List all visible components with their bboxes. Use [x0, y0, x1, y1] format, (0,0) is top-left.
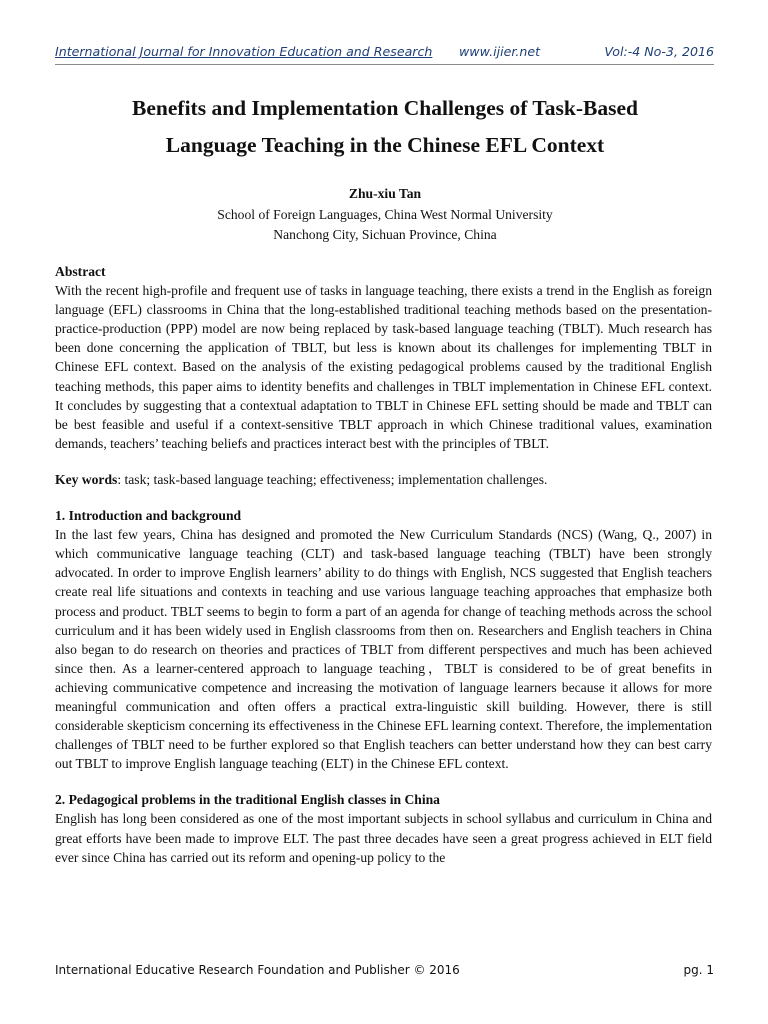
title-line-1: Benefits and Implementation Challenges of Task-Based	[132, 96, 638, 120]
page-number: pg. 1	[683, 963, 714, 977]
abstract-text: With the recent high-profile and frequent use of tasks in language teaching, there exists a trend in the English as foreign language (EFL) classrooms in China that the long-established traditional teaching methods based on the presentation-practice-production (PPP) model are now being replaced by task-based language teaching (TBLT). Much research has been done concerning the application of TBLT, but less is known about its challenges for implementing TBLT in Chinese EFL context. Based on the analysis of the existing pedagogical problems caused by the traditional English teaching methods, this paper aims to identity benefits and challenges in TBLT implementation in Chinese EFL context. It concludes by suggesting that a contextual adaptation to TBLT in Chinese EFL setting should be made and TBLT can be best feasible and useful if a context-sensitive TBLT approach in which Chinese traditional values, examination demands, teachers’ teaching beliefs and practices interact best with the principles of TBLT.	[55, 283, 712, 451]
running-header	[55, 44, 714, 65]
keywords-label: Key words	[55, 471, 118, 487]
section-1-heading: 1. Introduction and background	[55, 508, 242, 524]
section-2-text: English has long been considered as one of the most important subjects in school syllabus and curriculum in China and great efforts have been made to improve ELT. The past three decades have seen a great progress achieved in ELT field ever since China has carried out its reform and opening-up policy to the	[55, 811, 712, 865]
keywords	[55, 470, 712, 489]
author-affiliation: School of Foreign Languages, China West Normal University	[217, 206, 553, 222]
author-block	[55, 184, 715, 246]
running-footer	[55, 963, 714, 983]
paper-title	[55, 90, 715, 164]
paper-body	[55, 262, 712, 867]
section-1-text: In the last few years, China has designed and promoted the New Curriculum Standards (NCS) (Wang, Q., 2007) in which communicative language teaching (CLT) and task-based language teaching (TBLT) have been strongly advocated. In order to improve English learners’ ability to do things with English, NCS suggested that English teachers create real life situations and contexts in teaching and use various language teaching approaches that emphasize both process and product. TBLT seems to begin to form a part of an agenda for change of teaching methods across the school curriculum and it has been widely used in English classrooms from then on. Researchers and English teachers in China also began to do research on theories and practices of TBLT from different perspectives and much has been achieved since then. As a learner-centered approach to language teaching，TBLT is considered to be of great benefits in achieving communicative competence and increasing the motivation of language learners because it allows for more meaningful communication and often offers a practical extra-linguistic skill building. However, there is still considerable skepticism concerning its effectiveness in the Chinese EFL learning context. Therefore, the implementation challenges of TBLT need to be further explored so that English teachers can better understand how they can best carry out TBLT to improve English language teaching (ELT) in the Chinese EFL context.	[55, 527, 712, 772]
journal-name-link[interactable]: International Journal for Innovation Education and Research	[55, 44, 433, 59]
journal-url: www.ijier.net	[459, 44, 541, 59]
abstract-heading: Abstract	[55, 264, 106, 279]
title-line-2: Language Teaching in the Chinese EFL Context	[165, 133, 605, 157]
section-2-heading: 2. Pedagogical problems in the traditional English classes in China	[55, 792, 440, 808]
keywords-text: : task; task-based language teaching; effectiveness; implementation challenges.	[117, 471, 548, 487]
volume-info: Vol:-4 No-3, 2016	[604, 44, 714, 59]
publisher-notice: International Educative Research Foundation and Publisher © 2016	[55, 963, 460, 977]
author-name: Zhu-xiu Tan	[348, 186, 422, 201]
author-location: Nanchong City, Sichuan Province, China	[273, 227, 497, 242]
